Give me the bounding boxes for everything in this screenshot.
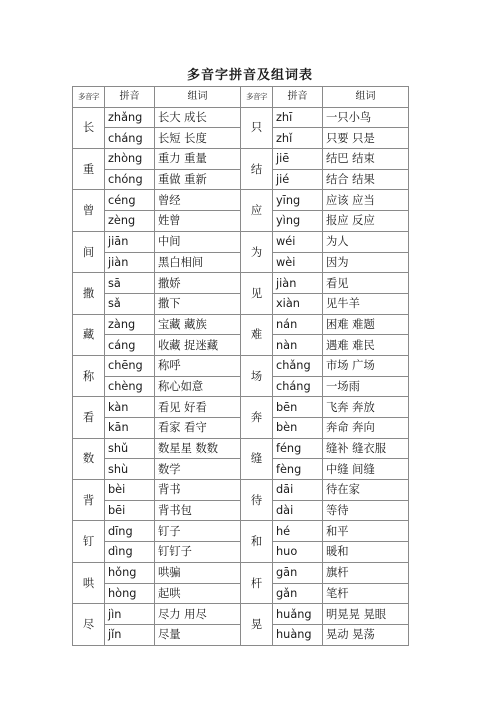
pinyin-cell: zhǐ: [273, 128, 323, 149]
pinyin-cell: wèi: [273, 252, 323, 273]
polyphone-char: 看: [73, 397, 105, 438]
words-cell: 应该 应当: [323, 190, 409, 211]
words-cell: 见牛羊: [323, 293, 409, 314]
pinyin-cell: jié: [273, 169, 323, 190]
words-cell: 称心如意: [155, 376, 241, 397]
words-cell: 尽力 用尽: [155, 604, 241, 625]
words-cell: 中间: [155, 231, 241, 252]
header-pinyin-left: 拼音: [105, 87, 155, 108]
pinyin-cell: cháng: [105, 128, 155, 149]
words-cell: 因为: [323, 252, 409, 273]
polyphone-char: 奔: [241, 397, 273, 438]
polyphone-char: 钉: [73, 521, 105, 562]
pinyin-cell: dài: [273, 500, 323, 521]
table-row: [73, 149, 409, 170]
polyphone-char: 和: [241, 521, 273, 562]
polyphone-char: 长: [73, 107, 105, 148]
pinyin-cell: chèng: [105, 376, 155, 397]
pinyin-cell: yìng: [273, 211, 323, 232]
words-cell: 结巴 结束: [323, 149, 409, 170]
table-row: [73, 314, 409, 335]
words-cell: 钉子: [155, 521, 241, 542]
words-cell: 背书: [155, 480, 241, 501]
words-cell: 钉钉子: [155, 542, 241, 563]
pinyin-cell: zàng: [105, 314, 155, 335]
polyphone-char: 见: [241, 273, 273, 314]
words-cell: 飞奔 奔放: [323, 397, 409, 418]
table-row: [73, 190, 409, 211]
words-cell: 尽量: [155, 624, 241, 645]
pinyin-cell: zhī: [273, 107, 323, 128]
pinyin-cell: nàn: [273, 335, 323, 356]
pinyin-cell: sǎ: [105, 293, 155, 314]
words-cell: 撒下: [155, 293, 241, 314]
table-row: [73, 438, 409, 459]
words-cell: 数学: [155, 459, 241, 480]
pinyin-cell: céng: [105, 190, 155, 211]
words-cell: 结合 结果: [323, 169, 409, 190]
words-cell: 收藏 捉迷藏: [155, 335, 241, 356]
words-cell: 长短 长度: [155, 128, 241, 149]
header-pinyin-right: 拼音: [273, 87, 323, 108]
pinyin-cell: fèng: [273, 459, 323, 480]
polyphone-char: 间: [73, 231, 105, 272]
pinyin-cell: wéi: [273, 231, 323, 252]
pinyin-cell: dìng: [105, 542, 155, 563]
pinyin-cell: kàn: [105, 397, 155, 418]
pinyin-cell: xiàn: [273, 293, 323, 314]
header-words-left: 组词: [155, 87, 241, 108]
words-cell: 黑白相间: [155, 252, 241, 273]
table-row: [73, 231, 409, 252]
pinyin-cell: shǔ: [105, 438, 155, 459]
pinyin-cell: hǒng: [105, 562, 155, 583]
pinyin-cell: kān: [105, 418, 155, 439]
polyphone-char: 撒: [73, 273, 105, 314]
pinyin-cell: féng: [273, 438, 323, 459]
words-cell: 等待: [323, 500, 409, 521]
words-cell: 长大 成长: [155, 107, 241, 128]
polyphone-char: 背: [73, 480, 105, 521]
table-row: [73, 480, 409, 501]
table-row: [73, 562, 409, 583]
pinyin-cell: huo: [273, 542, 323, 563]
polyphone-char: 称: [73, 355, 105, 396]
words-cell: 撒娇: [155, 273, 241, 294]
polyphone-char: 哄: [73, 562, 105, 603]
polyphone-char: 杆: [241, 562, 273, 603]
pinyin-cell: hòng: [105, 583, 155, 604]
pinyin-cell: chǎng: [273, 355, 323, 376]
words-cell: 姓曾: [155, 211, 241, 232]
words-cell: 市场 广场: [323, 355, 409, 376]
words-cell: 起哄: [155, 583, 241, 604]
words-cell: 重力 重量: [155, 149, 241, 170]
pinyin-cell: jiàn: [105, 252, 155, 273]
pinyin-cell: nán: [273, 314, 323, 335]
words-cell: 报应 反应: [323, 211, 409, 232]
words-cell: 背书包: [155, 500, 241, 521]
pinyin-cell: jìn: [105, 604, 155, 625]
pinyin-cell: cáng: [105, 335, 155, 356]
words-cell: 旗杆: [323, 562, 409, 583]
words-cell: 缝补 缝衣服: [323, 438, 409, 459]
pinyin-cell: gān: [273, 562, 323, 583]
polyphone-char: 缝: [241, 438, 273, 479]
table-row: [73, 397, 409, 418]
words-cell: 数星星 数数: [155, 438, 241, 459]
pinyin-cell: chēng: [105, 355, 155, 376]
polyphone-char: 为: [241, 231, 273, 272]
words-cell: 待在家: [323, 480, 409, 501]
pinyin-cell: bèi: [105, 480, 155, 501]
words-cell: 晃动 晃荡: [323, 624, 409, 645]
pinyin-cell: yīng: [273, 190, 323, 211]
words-cell: 只要 只是: [323, 128, 409, 149]
pinyin-cell: jiàn: [273, 273, 323, 294]
words-cell: 称呼: [155, 355, 241, 376]
table-row: [73, 273, 409, 294]
words-cell: 明晃晃 晃眼: [323, 604, 409, 625]
polyphone-char: 重: [73, 149, 105, 190]
pinyin-cell: zhǎng: [105, 107, 155, 128]
table-row: [73, 604, 409, 625]
table-body: [73, 107, 409, 645]
pinyin-cell: jiān: [105, 231, 155, 252]
pinyin-cell: chóng: [105, 169, 155, 190]
header-char-right: 多音字: [241, 87, 273, 108]
polyphone-char: 待: [241, 480, 273, 521]
words-cell: 哄骗: [155, 562, 241, 583]
polyphone-char: 曾: [73, 190, 105, 231]
words-cell: 暖和: [323, 542, 409, 563]
table-row: [73, 521, 409, 542]
words-cell: 曾经: [155, 190, 241, 211]
pinyin-cell: jiē: [273, 149, 323, 170]
words-cell: 为人: [323, 231, 409, 252]
header-char-left: 多音字: [73, 87, 105, 108]
polyphone-char: 结: [241, 149, 273, 190]
words-cell: 遇难 难民: [323, 335, 409, 356]
header-row: [73, 87, 409, 108]
words-cell: 看家 看守: [155, 418, 241, 439]
page-title: 多音字拼音及组词表: [186, 68, 313, 83]
polyphone-char: 藏: [73, 314, 105, 355]
polyphone-char: 只: [241, 107, 273, 148]
words-cell: 看见: [323, 273, 409, 294]
pinyin-cell: zèng: [105, 211, 155, 232]
pinyin-cell: gǎn: [273, 583, 323, 604]
polyphone-char: 应: [241, 190, 273, 231]
words-cell: 笔杆: [323, 583, 409, 604]
header-words-right: 组词: [323, 87, 409, 108]
pinyin-cell: zhòng: [105, 149, 155, 170]
polyphone-table: [72, 86, 409, 646]
pinyin-cell: sā: [105, 273, 155, 294]
words-cell: 看见 好看: [155, 397, 241, 418]
words-cell: 一场雨: [323, 376, 409, 397]
pinyin-cell: bēi: [105, 500, 155, 521]
polyphone-char: 数: [73, 438, 105, 479]
pinyin-cell: shù: [105, 459, 155, 480]
words-cell: 奔命 奔向: [323, 418, 409, 439]
words-cell: 和平: [323, 521, 409, 542]
pinyin-cell: cháng: [273, 376, 323, 397]
pinyin-cell: huàng: [273, 624, 323, 645]
pinyin-cell: dīng: [105, 521, 155, 542]
pinyin-cell: jǐn: [105, 624, 155, 645]
polyphone-char: 难: [241, 314, 273, 355]
words-cell: 重做 重新: [155, 169, 241, 190]
polyphone-char: 场: [241, 355, 273, 396]
pinyin-cell: bēn: [273, 397, 323, 418]
table-row: [73, 355, 409, 376]
pinyin-cell: huǎng: [273, 604, 323, 625]
polyphone-char: 尽: [73, 604, 105, 645]
pinyin-cell: bèn: [273, 418, 323, 439]
pinyin-cell: dāi: [273, 480, 323, 501]
pinyin-cell: hé: [273, 521, 323, 542]
words-cell: 困难 难题: [323, 314, 409, 335]
words-cell: 宝藏 藏族: [155, 314, 241, 335]
table-row: [73, 107, 409, 128]
words-cell: 一只小鸟: [323, 107, 409, 128]
words-cell: 中缝 间缝: [323, 459, 409, 480]
polyphone-char: 晃: [241, 604, 273, 645]
